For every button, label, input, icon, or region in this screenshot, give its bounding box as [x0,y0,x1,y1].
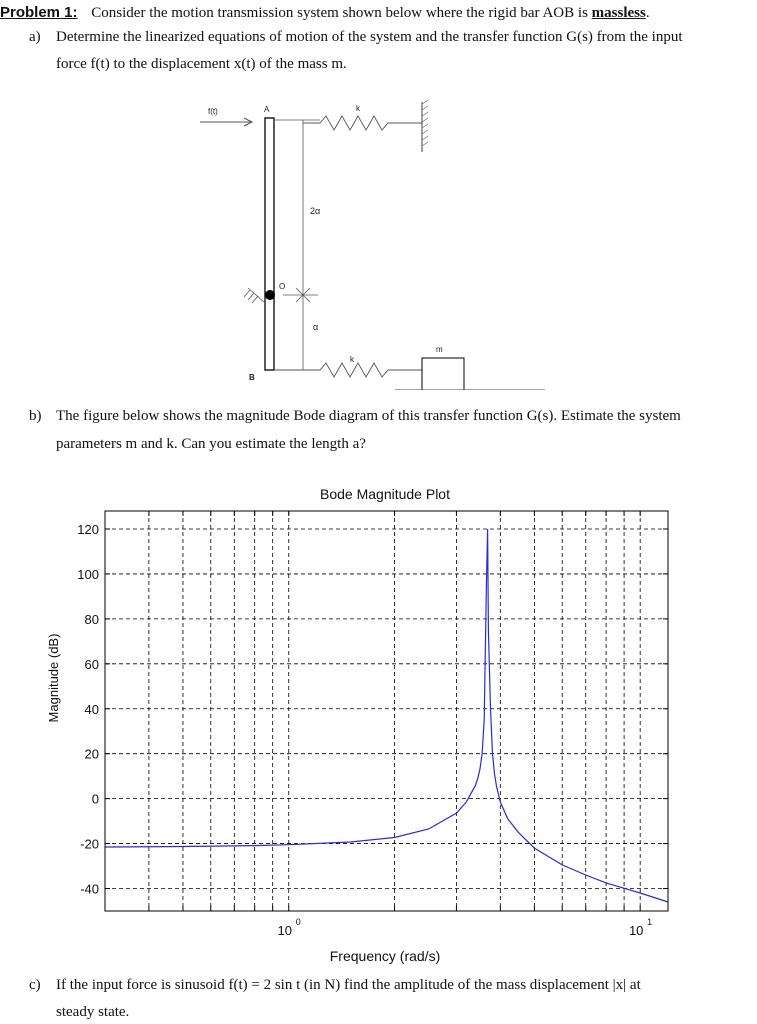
top-spring [303,116,422,130]
top-spring-label: k [356,104,360,113]
pivot-joint [265,290,275,300]
point-b-label: B [249,373,255,382]
chart-x-axis-label: Frequency (rad/s) [329,948,441,964]
x-tick-label: 10 [628,923,644,938]
part-a-line-1: Determine the linearized equations of motion of the system and the transfer function G(s) from the input [56,29,683,45]
part-b-letter: b) [29,408,42,424]
problem-heading: Problem 1: [0,4,78,21]
part-b-line-2: parameters m and k. Can you estimate the length a? [56,436,366,452]
bottom-spring [274,363,422,377]
length-upper-label: 2α [310,206,321,216]
point-o-label: O [279,282,286,291]
problem-intro-end: . [645,5,650,21]
part-a-line-2: force f(t) to the displacement x(t) of the mass m. [56,56,347,72]
mass-label: m [436,345,443,354]
problem-intro-text: Consider the motion transmission system shown below where the rigid bar AOB is [91,5,592,21]
length-lower-label: α [313,322,319,332]
part-c-line-2: steady state. [56,1004,130,1020]
bode-magnitude-chart [0,478,757,968]
y-tick-label: 120 [77,521,99,537]
part-c-letter: c) [29,977,41,993]
magnitude-curve [105,529,668,902]
part-b-line-1: The figure below shows the magnitude Bode diagram of this transfer function G(s). Estimate the system [56,408,681,424]
bottom-spring-label: k [350,355,354,364]
y-tick-label: 100 [77,566,99,582]
pivot-support [248,288,264,302]
x-tick-exponent: 1 [647,917,653,927]
force-label: f(t) [208,107,218,116]
problem-emphasis: massless [591,5,646,21]
rigid-bar [265,118,274,370]
mechanism-diagram [0,90,757,390]
y-tick-label: 20 [84,746,99,762]
part-a-letter: a) [29,29,41,45]
y-tick-label: 60 [84,656,99,672]
y-tick-label: 40 [84,701,99,717]
chart-y-axis-label: Magnitude (dB) [46,633,61,723]
chart-title: Bode Magnitude Plot [320,486,450,502]
plot-frame [105,511,668,911]
x-tick-label: 10 [277,923,292,938]
x-tick-exponent: 0 [295,917,301,927]
problem-statement [0,4,650,22]
y-tick-label: 0 [91,791,99,807]
mass-block [422,358,464,390]
point-a-label: A [264,105,270,114]
y-tick-label: -20 [80,836,99,852]
y-tick-label: -40 [80,881,99,897]
part-c-line-1: If the input force is sinusoid f(t) = 2 sin t (in N) find the amplitude of the mass displacement |x| at [56,977,641,993]
y-tick-label: 80 [84,611,99,627]
